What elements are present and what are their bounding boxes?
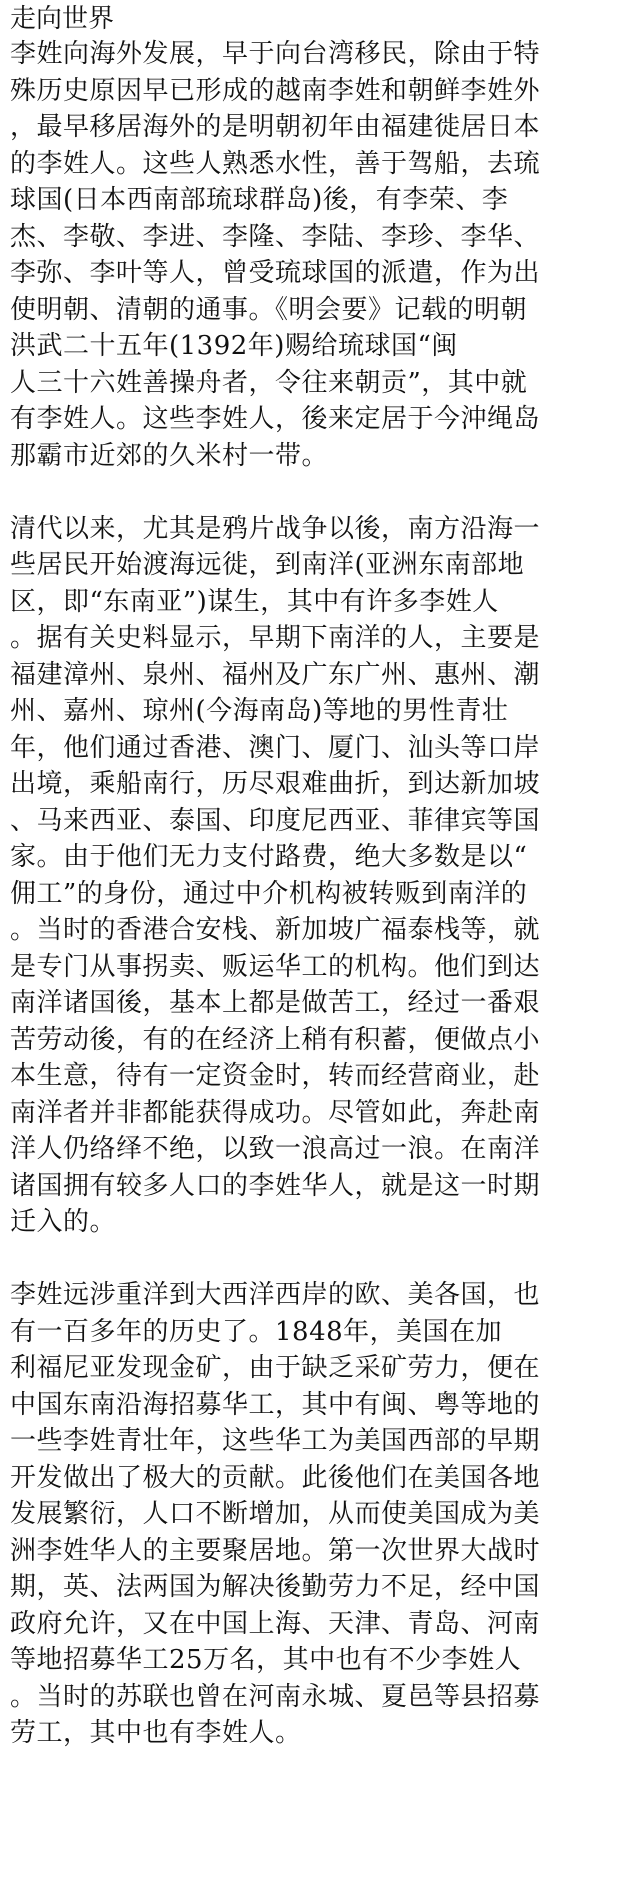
paragraph: [10, 36, 632, 474]
text-line: 期，英、法两国为解决後勤劳力不足，经中国: [10, 1572, 541, 1602]
text-line: 清代以来，尤其是鸦片战争以後，南方沿海一: [10, 513, 541, 544]
text-line: 苦劳动後，有的在经济上稍有积蓄，便做点小: [10, 1024, 541, 1055]
text-line: 的李姓人。这些人熟悉水性，善于驾船，去琉: [10, 148, 541, 179]
text-line: 劳工，其中也有李姓人。: [10, 1718, 302, 1748]
paragraph-gap: [10, 474, 632, 511]
text-line: 开发做出了极大的贡献。此後他们在美国各地: [10, 1462, 541, 1493]
text-line: 那霸市近郊的久米村一带。: [10, 440, 329, 471]
text-line: 一些李姓青壮年，这些华工为美国西部的早期: [10, 1426, 541, 1456]
text-line: 殊历史原因早已形成的越南李姓和朝鲜李姓外: [10, 75, 541, 106]
text-line: 李姓远涉重洋到大西洋西岸的欧、美各国，也: [10, 1280, 541, 1310]
text-line: 政府允许，又在中国上海、天津、青岛、河南: [10, 1608, 541, 1639]
text-line: 杰、李敬、李进、李隆、李陆、李珍、李华、: [10, 221, 541, 252]
text-line: 本生意，待有一定资金时，转而经营商业，赴: [10, 1061, 541, 1091]
text-line: 李弥、李叶等人，曾受琉球国的派遣，作为出: [10, 258, 541, 288]
text-line: 佣工”的身份，通过中介机构被转贩到南洋的: [10, 878, 528, 909]
paragraph-gap: [10, 1241, 632, 1278]
text-line: 有一百多年的历史了。1848年，美国在加: [10, 1316, 503, 1347]
text-line: 。当时的苏联也曾在河南永城、夏邑等县招募: [10, 1681, 541, 1712]
document-title: 走向世界: [10, 4, 115, 34]
document-page: [10, 2, 632, 1752]
text-line: 诸国拥有较多人口的李姓华人，就是这一时期: [10, 1170, 541, 1201]
text-line: 球国(日本西南部琉球群岛)後，有李荣、李: [10, 185, 509, 215]
text-line: ，最早移居海外的是明朝初年由福建徙居日本: [10, 112, 541, 142]
text-line: 出境，乘船南行，历尽艰难曲折，到达新加坡: [10, 769, 541, 799]
text-line: 、马来西亚、泰国、印度尼西亚、菲律宾等国: [10, 805, 541, 836]
text-line: 南洋者并非都能获得成功。尽管如此，奔赴南: [10, 1097, 541, 1128]
text-line: 年，他们通过香港、澳门、厦门、汕头等口岸: [10, 732, 541, 763]
text-line: 。据有关史料显示，早期下南洋的人，主要是: [10, 623, 541, 653]
text-line: 福建漳州、泉州、福州及广东广州、惠州、潮: [10, 659, 541, 690]
text-line: 人三十六姓善操舟者，令往来朝贡”，其中就: [10, 367, 528, 398]
text-line: 洲李姓华人的主要聚居地。第一次世界大战时: [10, 1535, 541, 1566]
paragraph: [10, 1277, 632, 1752]
text-line: 州、嘉州、琼州(今海南岛)等地的男性青壮: [10, 696, 509, 726]
text-line: 使明朝、清朝的通事。《明会要》记载的明朝: [10, 294, 528, 325]
text-line: 等地招募华工25万名，其中也有不少李姓人: [10, 1645, 522, 1675]
text-line: 中国东南沿海招募华工，其中有闽、粤等地的: [10, 1389, 541, 1420]
document-body: [10, 36, 632, 1752]
text-line: 洋人仍络绎不绝，以致一浪高过一浪。在南洋: [10, 1134, 541, 1164]
text-line: 家。由于他们无力支付路费，绝大多数是以“: [10, 842, 528, 872]
text-line: 有李姓人。这些李姓人，後来定居于今沖绳岛: [10, 404, 541, 434]
text-line: 南洋诸国後，基本上都是做苦工，经过一番艰: [10, 988, 541, 1018]
text-line: 区，即“东南亚”)谋生，其中有许多李姓人: [10, 586, 499, 617]
text-line: 发展繁衍，人口不断增加，从而使美国成为美: [10, 1499, 541, 1529]
text-line: 些居民开始渡海远徙，到南洋(亚洲东南部地: [10, 550, 525, 580]
text-line: 迁入的。: [10, 1207, 117, 1237]
text-line: 李姓向海外发展，早于向台湾移民，除由于特: [10, 39, 541, 69]
text-line: 。当时的香港合安栈、新加坡广福泰栈等，就: [10, 915, 541, 945]
text-line: 是专门从事拐卖、贩运华工的机构。他们到达: [10, 951, 541, 982]
paragraph: [10, 511, 632, 1241]
text-line: 洪武二十五年(1392年)赐给琉球国“闽: [10, 331, 458, 361]
text-line: 利福尼亚发现金矿，由于缺乏采矿劳力，便在: [10, 1353, 541, 1383]
